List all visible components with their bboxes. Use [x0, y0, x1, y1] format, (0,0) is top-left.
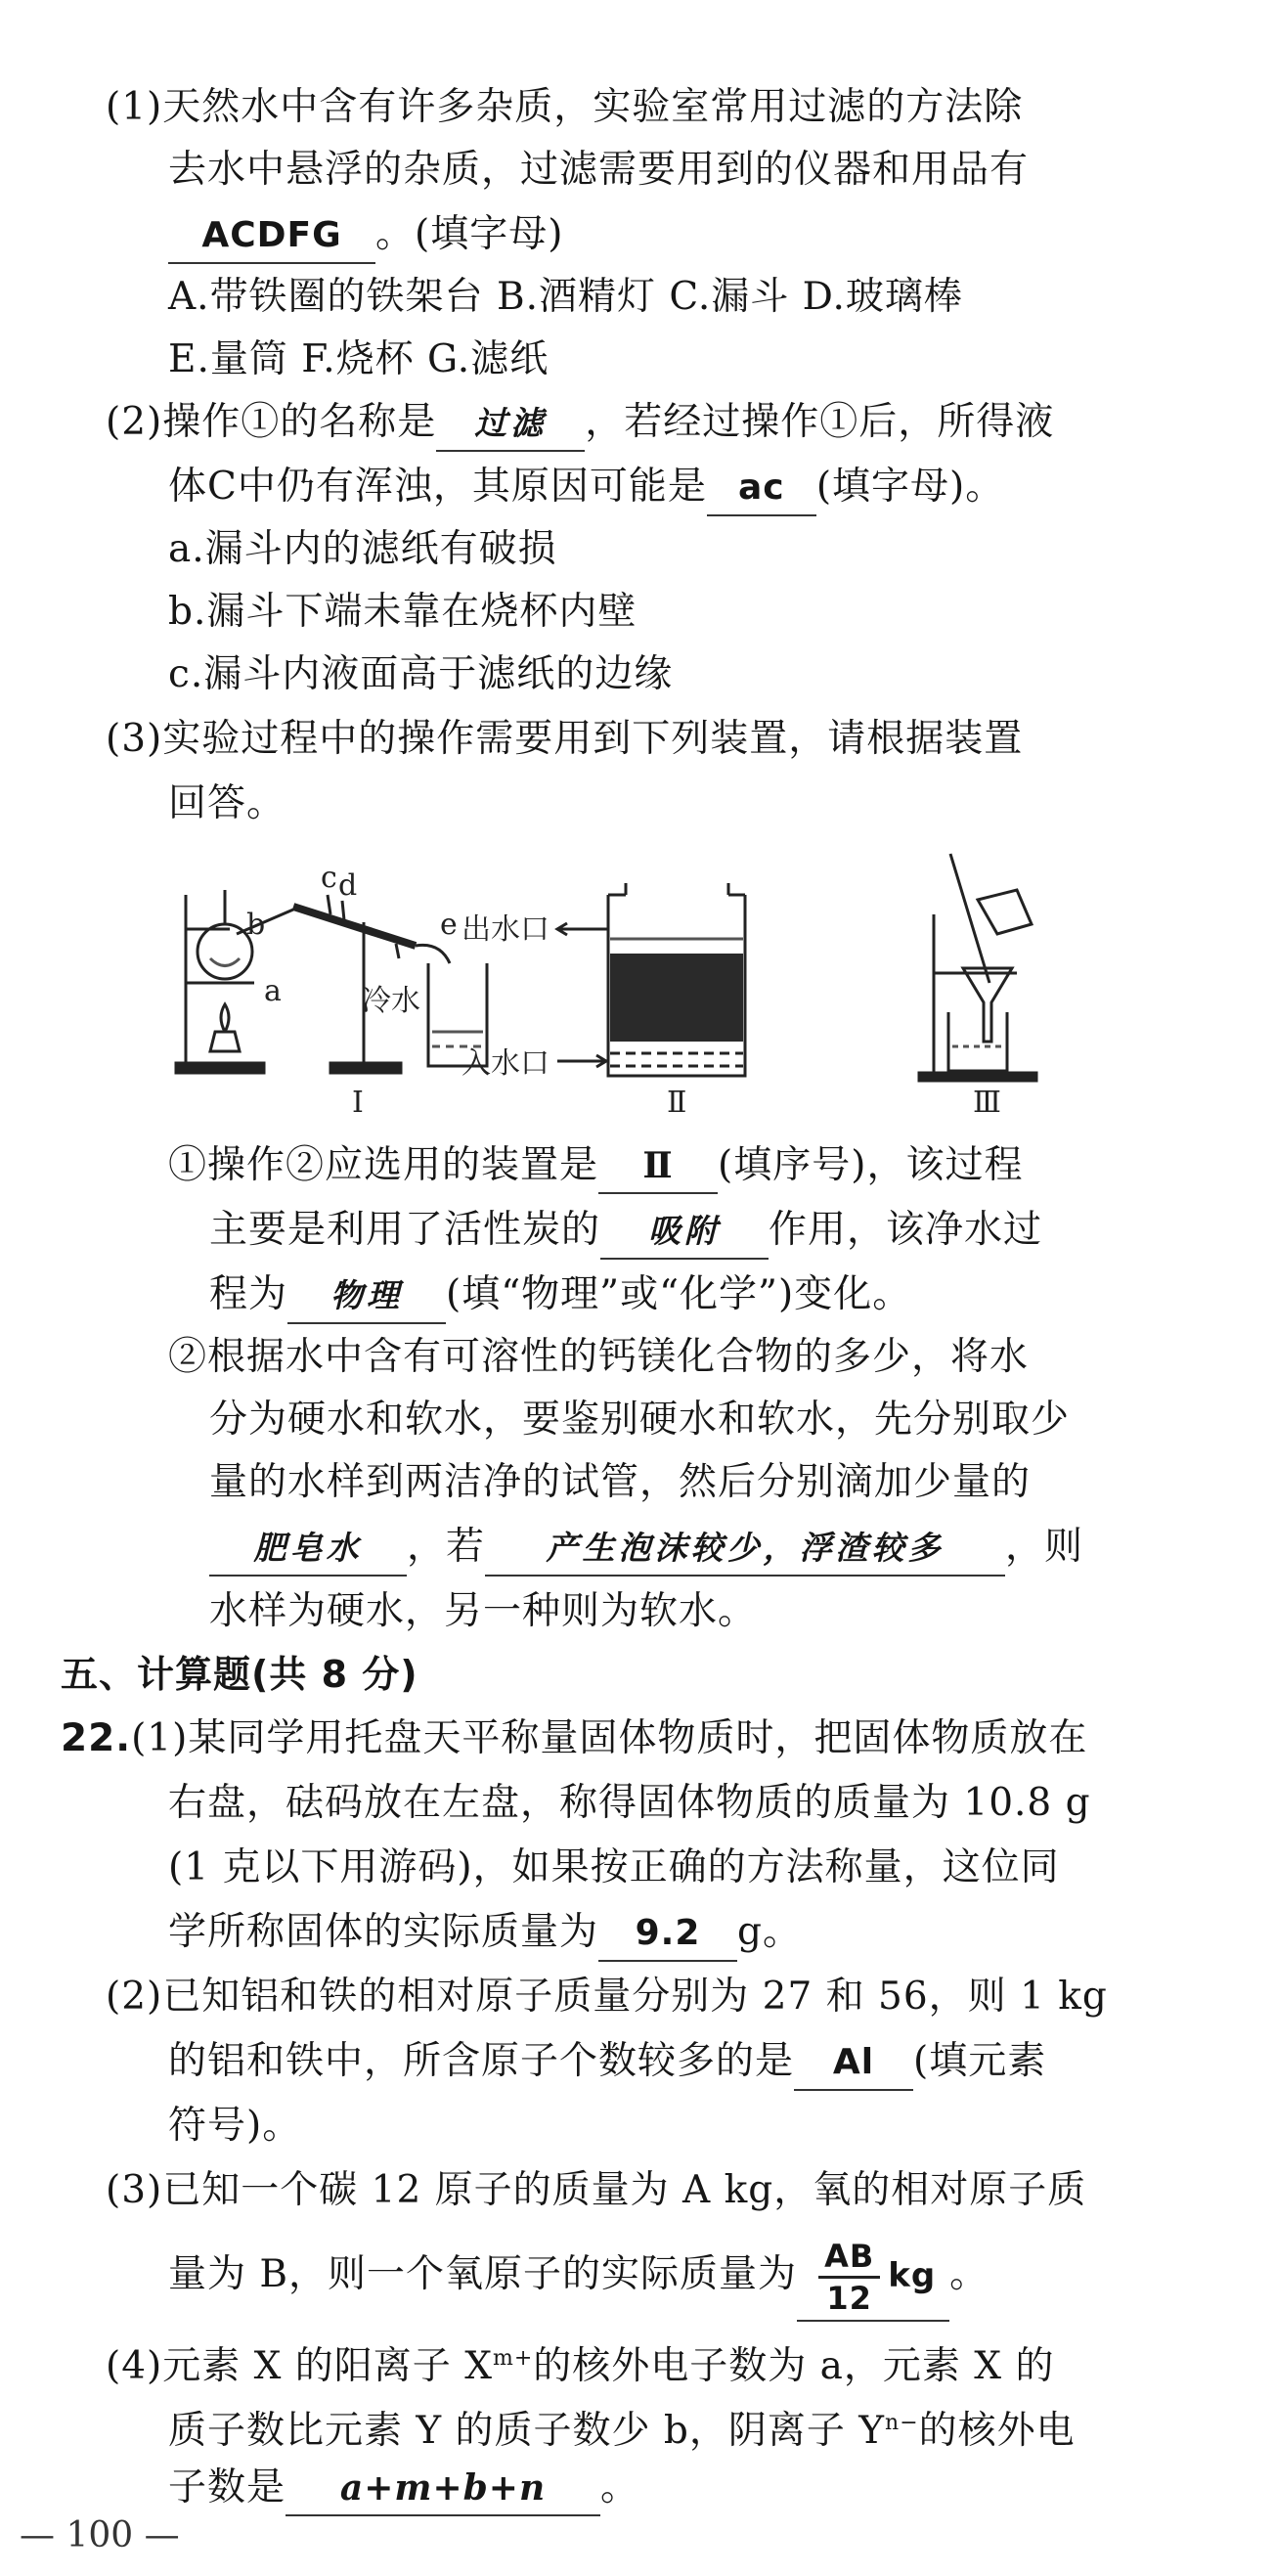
q22-p1-line2: 右盘，砝码放在左盘，称得固体物质的质量为 10.8 g: [168, 1781, 1091, 1825]
q22-p3-line2: [168, 2228, 989, 2322]
q22-p1-line3: (1 克以下用游码)，如果按正确的方法称量，这位同: [168, 1845, 1060, 1889]
condenser-inlet-c: [328, 895, 330, 914]
q2-line1: [106, 391, 1054, 454]
pouring-beaker: [978, 890, 1032, 934]
filtration-apparatus: [919, 854, 1036, 1081]
condenser: [293, 907, 416, 946]
vessel-rim: [608, 883, 745, 895]
caption-ii: Ⅱ: [667, 1086, 687, 1120]
q3-2-line3: 量的水样到两洁净的试管，然后分别滴加少量的: [209, 1460, 1032, 1504]
caption-i: Ⅰ: [352, 1086, 364, 1120]
q22-p1-text-1: (1)某同学用托盘天平称量固体物质时，把固体物质放在: [131, 1716, 1088, 1760]
q22-p2-line1: (2)已知铝和铁的相对原子质量分别为 27 和 56，则 1 kg: [106, 1975, 1108, 2019]
q22-p3-fraction: [818, 2237, 880, 2318]
glass-rod: [950, 854, 989, 983]
q1-line1: (1)天然水中含有许多杂质，实验室常用过滤的方法除: [106, 85, 1024, 129]
q22-p1-line4: [168, 1901, 802, 1964]
q22-p1-line1: [61, 1708, 1087, 1770]
q3-2-line4: [209, 1516, 1083, 1578]
label-b: b: [246, 908, 266, 942]
stand-base-1: [176, 1063, 264, 1073]
q22-p3-text-2b: 。: [949, 2252, 989, 2296]
adapter-e: [416, 945, 450, 963]
q3-1-text-2a: 主要是利用了活性炭的: [209, 1208, 601, 1252]
q22-p3-answer: [797, 2231, 949, 2322]
label-cold-water: 冷水: [362, 984, 420, 1018]
caption-iii: Ⅲ: [973, 1086, 1001, 1120]
q2-text-1a: (2)操作①的名称是: [106, 400, 437, 444]
q1-options-2: E.量筒 F.烧杯 G.滤纸: [168, 337, 550, 381]
q2-answer2: ac: [707, 462, 816, 516]
q2-text-1b: ，若经过操作①后，所得液: [585, 400, 1055, 444]
q22-p4-text-2b: 的核外电: [918, 2409, 1076, 2453]
q22-p3-line1: (3)已知一个碳 12 原子的质量为 A kg，氧的相对原子质: [106, 2168, 1087, 2212]
condenser-outlet-d: [342, 901, 344, 920]
q3-1-answer2: 吸附: [600, 1205, 769, 1260]
q2-line2: [168, 456, 1004, 518]
q22-p4-line3: [168, 2457, 639, 2519]
q2-option-b: b.漏斗下端未靠在烧杯内壁: [168, 590, 638, 634]
q2-text-2b: (填字母)。: [815, 465, 1005, 509]
q3-1-line3: [209, 1264, 911, 1326]
water-tube: [396, 944, 399, 958]
flask-liquid: [210, 958, 240, 966]
q22-p4-sup2: n−: [885, 2411, 919, 2435]
q3-2-text-4b: ，则: [1005, 1525, 1084, 1569]
q3-2-line5: 水样为硬水，另一种则为软水。: [209, 1589, 758, 1633]
q22-p4-text-2a: 质子数比元素 Y 的质子数少 b，阴离子 Y: [168, 2409, 886, 2453]
q2-answer1: 过滤: [436, 397, 585, 452]
q3-2-line2: 分为硬水和软水，要鉴别硬水和软水，先分别取少: [209, 1398, 1071, 1442]
q1-line3: [168, 203, 563, 266]
q3-2-answer1: 肥皂水: [209, 1522, 407, 1577]
q22-p2-answer: Al: [794, 2036, 913, 2091]
q22-p3-unit: kg: [888, 2256, 937, 2295]
q22-p4-answer: a+m+b+n: [286, 2462, 600, 2516]
q1-line2: 去水中悬浮的杂质，过滤需要用到的仪器和用品有: [168, 148, 1030, 192]
q3-1-text-1b: (填序号)，该过程: [718, 1143, 1024, 1187]
carbon-filter-apparatus: [557, 883, 745, 1076]
q3-line2: 回答。: [168, 781, 286, 825]
fraction-numerator: AB: [818, 2237, 880, 2279]
label-e: e: [440, 908, 458, 942]
page-number: — 100 —: [20, 2515, 180, 2555]
q1-answer: ACDFG: [168, 209, 375, 264]
lamp-flame: [221, 1004, 229, 1032]
q22-p4-line1: [106, 2328, 1054, 2398]
q22-p4-text-3a: 子数是: [168, 2465, 286, 2509]
label-d: d: [338, 868, 358, 903]
label-inlet: 入水口: [462, 1046, 550, 1081]
q22-p1-text-4a: 学所称固体的实际质量为: [168, 1910, 599, 1954]
q3-line1: (3)实验过程中的操作需要用到下列装置，请根据装置: [106, 717, 1024, 761]
fraction-denominator: 12: [826, 2279, 872, 2317]
q3-1-text-1a: ①操作②应选用的装置是: [168, 1143, 599, 1187]
stand-base-3: [919, 1073, 1036, 1081]
q3-1-line2: [209, 1199, 1042, 1262]
q22-p2-text-2b: (填元素: [913, 2039, 1047, 2083]
q1-options-1: A.带铁圈的铁架台 B.酒精灯 C.漏斗 D.玻璃棒: [168, 275, 963, 319]
q2-option-a: a.漏斗内的滤纸有破损: [168, 527, 557, 571]
section-title: 五、计算题(共 8 分): [61, 1653, 418, 1696]
q22-p4-text-1a: (4)元素 X 的阳离子 X: [106, 2344, 493, 2388]
apparatus-figure: [156, 836, 1076, 1120]
q22-p2-line3: 符号)。: [168, 2104, 302, 2148]
distilling-flask: [198, 924, 252, 979]
q1-suffix: 。(填字母): [375, 212, 564, 256]
q3-1-answer3: 物理: [287, 1269, 446, 1324]
stand-base-2: [330, 1063, 401, 1073]
q22-p4-sup1: m+: [492, 2346, 534, 2371]
q2-text-2a: 体C中仍有浑浊，其原因可能是: [168, 465, 707, 509]
q3-1-text-2b: 作用，该净水过: [769, 1208, 1043, 1252]
label-c: c: [321, 861, 337, 895]
q3-1-text-3b: (填“物理”或“化学”)变化。: [446, 1272, 912, 1316]
q22-number: 22.: [61, 1716, 132, 1760]
label-outlet-text: 出水口: [462, 912, 550, 947]
filtrate-beaker: [948, 1012, 1007, 1071]
q3-1-line1: [168, 1134, 1023, 1197]
q3-1-answer1: Ⅱ: [598, 1139, 718, 1194]
q22-p4-line2: [168, 2392, 1076, 2463]
q3-2-answer2: 产生泡沫较少，浮渣较多: [485, 1522, 1005, 1577]
q22-p2-text-2a: 的铝和铁中，所含原子个数较多的是: [168, 2039, 795, 2083]
q22-p4-text-3b: 。: [600, 2465, 640, 2509]
q3-1-text-3a: 程为: [209, 1272, 288, 1316]
alcohol-lamp: [210, 1032, 240, 1051]
q2-option-c: c.漏斗内液面高于滤纸的边缘: [168, 652, 674, 696]
q22-p1-answer: 9.2: [598, 1907, 737, 1962]
q3-2-line1: ②根据水中含有可溶性的钙镁化合物的多少，将水: [168, 1335, 1030, 1379]
q22-p2-line2: [168, 2030, 1046, 2093]
q22-p3-text-2a: 量为 B，则一个氧原子的实际质量为: [168, 2252, 798, 2296]
q3-2-text-mid: ，若: [407, 1525, 486, 1569]
q22-p1-text-4b: g。: [737, 1910, 802, 1954]
q22-p4-text-1b: 的核外电子数为 a，元素 X 的: [533, 2344, 1055, 2388]
label-a: a: [264, 974, 282, 1008]
activated-carbon-layer: [610, 954, 743, 1042]
